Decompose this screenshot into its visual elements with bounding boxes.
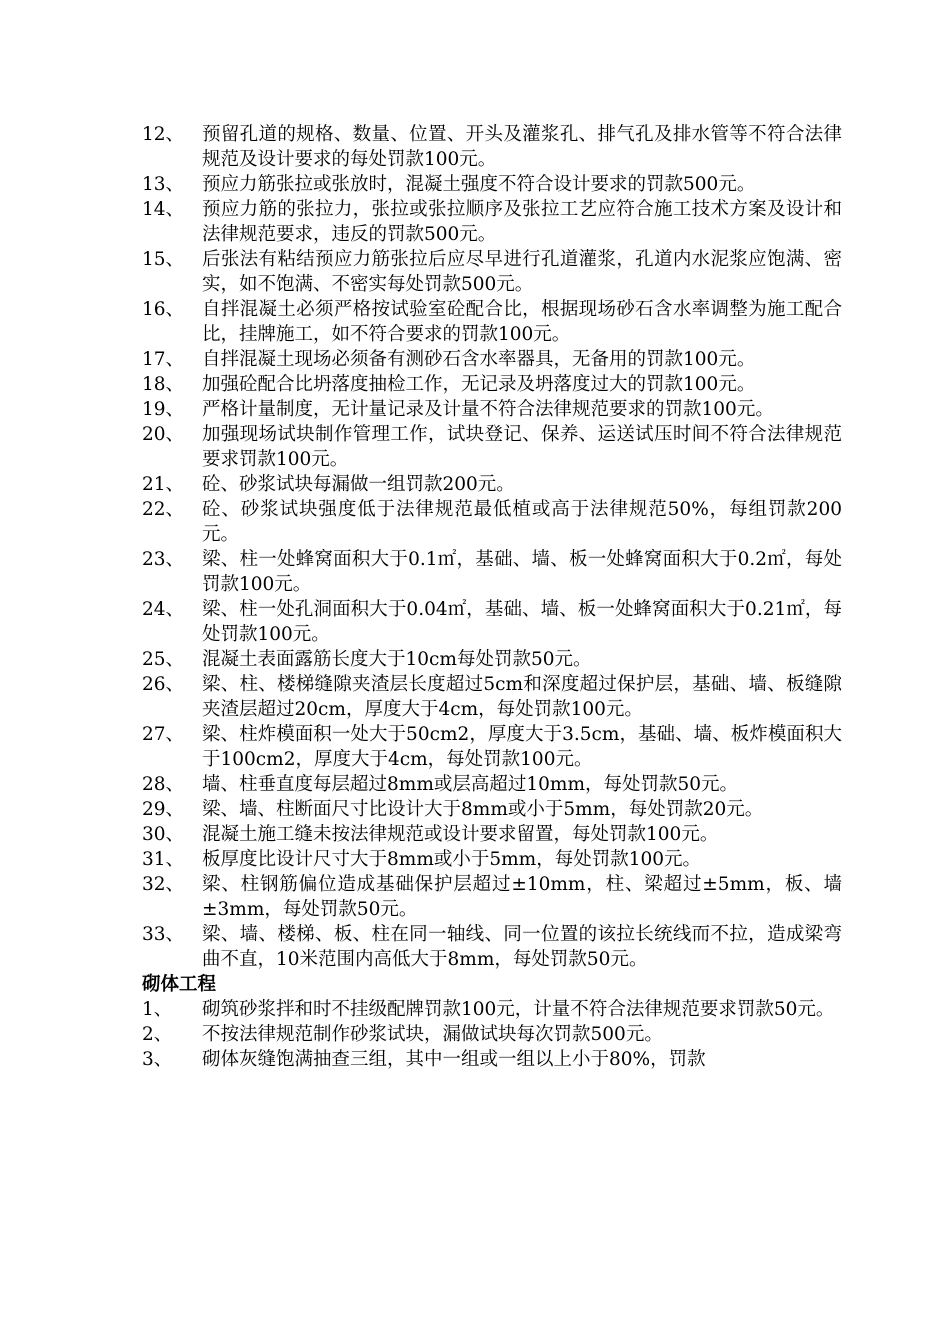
item-number: 30、 (142, 824, 185, 845)
item-text: 混凝土表面露筋长度大于10cm每处罚款50元。 (202, 649, 592, 670)
item-number: 14、 (142, 199, 185, 220)
list-item (142, 722, 842, 772)
item-text: 梁、柱一处孔洞面积大于0.04㎡，基础、墙、板一处蜂窝面积大于0.21㎡，每处罚款100元。 (202, 599, 842, 645)
item-number: 31、 (142, 849, 185, 870)
list-item (142, 797, 842, 822)
list-item (142, 472, 842, 497)
list-item (142, 597, 842, 647)
item-text: 砼、砂浆试块强度低于法律规范最低植或高于法律规范50%，每组罚款200元。 (202, 499, 842, 545)
list-item (142, 372, 842, 397)
item-text: 梁、墙、柱断面尺寸比设计大于8mm或小于5mm，每处罚款20元。 (202, 799, 764, 820)
list-item (142, 647, 842, 672)
item-text: 墙、柱垂直度每层超过8mm或层高超过10mm，每处罚款50元。 (202, 774, 739, 795)
item-number: 21、 (142, 474, 185, 495)
penalty-list (142, 122, 842, 1072)
item-text: 砼、砂浆试块每漏做一组罚款200元。 (202, 474, 515, 495)
item-number: 19、 (142, 399, 185, 420)
list-item (142, 822, 842, 847)
item-number: 28、 (142, 774, 185, 795)
item-text: 砌筑砂浆拌和时不挂级配牌罚款100元，计量不符合法律规范要求罚款50元。 (202, 999, 835, 1020)
item-number: 23、 (142, 549, 185, 570)
item-text: 梁、墙、楼梯、板、柱在同一轴线、同一位置的该拉长统线而不拉，造成梁弯曲不直，10米范围内高低大于8mm，每处罚款50元。 (202, 924, 842, 970)
list-item (142, 197, 842, 247)
list-item (142, 1047, 842, 1072)
list-item (142, 997, 842, 1022)
item-number: 27、 (142, 724, 185, 745)
item-number: 26、 (142, 674, 185, 695)
item-text: 严格计量制度，无计量记录及计量不符合法律规范要求的罚款100元。 (202, 399, 774, 420)
list-item (142, 847, 842, 872)
list-item (142, 297, 842, 347)
item-text: 梁、柱、楼梯缝隙夹渣层长度超过5cm和深度超过保护层，基础、墙、板缝隙夹渣层超过20cm，厚度大于4cm，每处罚款100元。 (202, 674, 842, 720)
item-number: 22、 (142, 499, 185, 520)
list-item (142, 497, 842, 547)
item-text: 混凝土施工缝未按法律规范或设计要求留置，每处罚款100元。 (202, 824, 719, 845)
item-number: 12、 (142, 124, 185, 145)
item-text: 梁、柱炸模面积一处大于50cm2，厚度大于3.5cm，基础、墙、板炸模面积大于100cm2，厚度大于4cm，每处罚款100元。 (202, 724, 842, 770)
item-number: 13、 (142, 174, 185, 195)
list-item (142, 772, 842, 797)
list-item (142, 347, 842, 372)
item-number: 2、 (142, 1024, 173, 1045)
item-number: 29、 (142, 799, 185, 820)
item-text: 自拌混凝土现场必须备有测砂石含水率器具，无备用的罚款100元。 (202, 349, 756, 370)
item-text: 不按法律规范制作砂浆试块，漏做试块每次罚款500元。 (202, 1024, 663, 1045)
item-text: 梁、柱钢筋偏位造成基础保护层超过±10mm，柱、梁超过±5mm，板、墙±3mm，每处罚款50元。 (202, 874, 842, 920)
item-text: 加强砼配合比坍落度抽检工作，无记录及坍落度过大的罚款100元。 (202, 374, 756, 395)
section-heading: 砌体工程 (142, 974, 217, 995)
list-item (142, 1022, 842, 1047)
item-text: 砌体灰缝饱满抽查三组，其中一组或一组以上小于80%，罚款 (202, 1049, 706, 1070)
list-item (142, 922, 842, 972)
list-item (142, 247, 842, 297)
list-item (142, 672, 842, 722)
list-item (142, 872, 842, 922)
item-number: 33、 (142, 924, 185, 945)
item-number: 16、 (142, 299, 185, 320)
list-item (142, 422, 842, 472)
item-text: 预应力筋的张拉力，张拉或张拉顺序及张拉工艺应符合施工技术方案及设计和法律规范要求，违反的罚款500元。 (202, 199, 842, 245)
item-number: 20、 (142, 424, 185, 445)
item-text: 加强现场试块制作管理工作，试块登记、保养、运送试压时间不符合法律规范要求罚款100元。 (202, 424, 842, 470)
item-number: 32、 (142, 874, 185, 895)
list-item (142, 122, 842, 172)
list-item (142, 547, 842, 597)
item-number: 3、 (142, 1049, 173, 1070)
masonry-items (142, 997, 842, 1072)
item-text: 预应力筋张拉或张放时，混凝土强度不符合设计要求的罚款500元。 (202, 174, 756, 195)
item-number: 25、 (142, 649, 185, 670)
item-number: 1、 (142, 999, 173, 1020)
item-number: 15、 (142, 249, 185, 270)
item-number: 17、 (142, 349, 185, 370)
item-text: 梁、柱一处蜂窝面积大于0.1㎡，基础、墙、板一处蜂窝面积大于0.2㎡，每处罚款100元。 (202, 549, 842, 595)
list-item (142, 397, 842, 422)
concrete-items (142, 122, 842, 972)
item-text: 后张法有粘结预应力筋张拉后应尽早进行孔道灌浆，孔道内水泥浆应饱满、密实，如不饱满、不密实每处罚款500元。 (202, 249, 842, 295)
item-text: 自拌混凝土必须严格按试验室砼配合比，根据现场砂石含水率调整为施工配合比，挂牌施工，如不符合要求的罚款100元。 (202, 299, 842, 345)
item-text: 预留孔道的规格、数量、位置、开头及灌浆孔、排气孔及排水管等不符合法律规范及设计要求的每处罚款100元。 (202, 124, 842, 170)
item-number: 24、 (142, 599, 185, 620)
item-number: 18、 (142, 374, 185, 395)
item-text: 板厚度比设计尺寸大于8mm或小于5mm，每处罚款100元。 (202, 849, 702, 870)
list-item (142, 172, 842, 197)
